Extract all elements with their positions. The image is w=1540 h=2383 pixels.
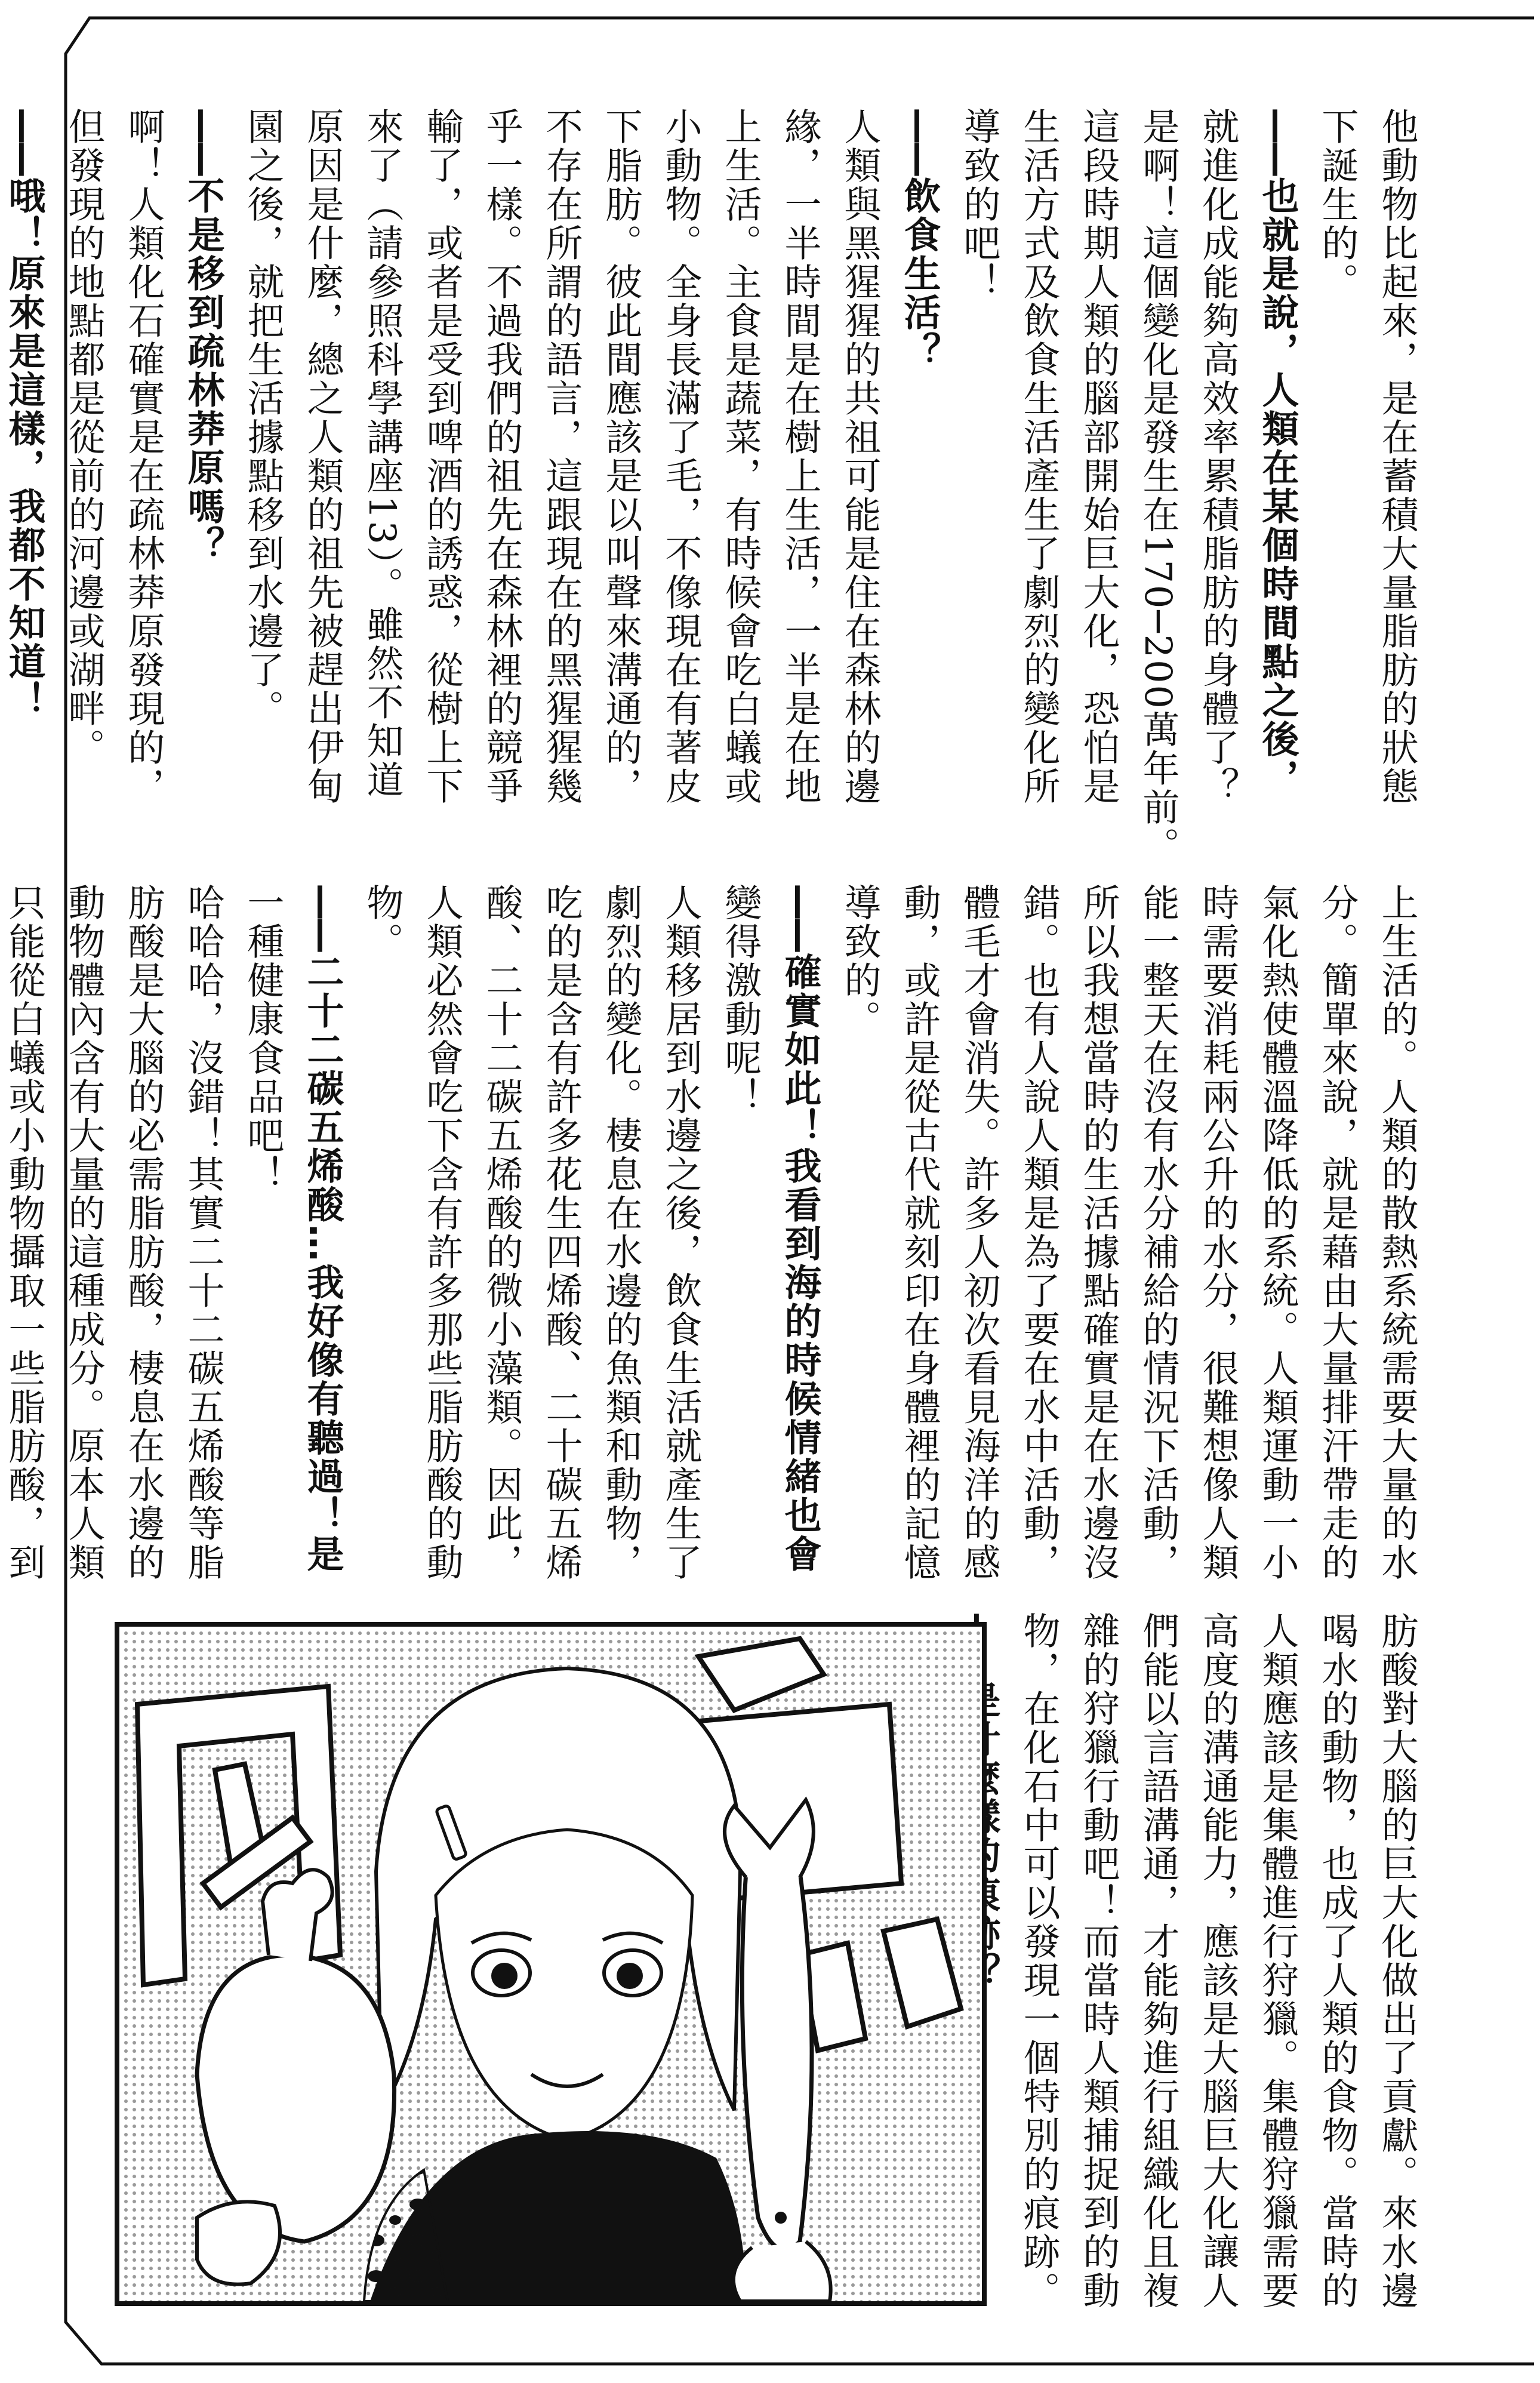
text-column: 物，在化石中可以發現一個特別的痕跡。 [1017,1612,1061,2310]
text-column: 乎一樣。不過我們的祖先在森林裡的競爭 [480,107,523,806]
text-block-bottom [1017,1612,1427,2310]
text-column: 們能以言語溝通，才能夠進行組織化且複 [1136,1612,1180,2310]
text-column: 變得激動呢！ [719,883,762,1116]
text-column: 所以我想當時的生活據點確實是在水邊沒 [1077,883,1120,1582]
text-column: —— 二十二碳五烯酸…我好像有聽過！是 [292,883,352,1618]
text-column: 導致的吧！ [957,107,1001,301]
text-column: 下誕生的。 [1316,107,1359,301]
text-column: —— 飲食生活？ [889,107,949,848]
text-column: 不存在所謂的語言，這跟現在的黑猩猩幾 [540,107,583,806]
text-column: 這段時期人類的腦部開始巨大化，恐怕是 [1077,107,1120,806]
text-column: 導致的。 [838,883,882,1039]
text-column: 肪酸是大腦的必需脂肪酸，棲息在水邊的 [122,883,165,1582]
text-block-middle [2,883,1427,1618]
text-column: 上生活。主食是蔬菜，有時候會吃白蟻或 [719,107,762,806]
text-column: 體毛才會消失。許多人初次看見海洋的感 [957,883,1001,1582]
text-column: 肪酸對大腦的巨大化做出了貢獻。來水邊 [1375,1612,1419,2310]
text-column: 人類應該是集體進行狩獵。集體狩獵需要 [1256,1612,1299,2310]
text-column: 但發現的地點都是從前的河邊或湖畔。 [62,107,106,767]
text-column: 劇烈的變化。棲息在水邊的魚類和動物， [599,883,643,1582]
text-column: 酸、二十二碳五烯酸的微小藻類。因此， [480,883,523,1582]
text-block-top [2,107,1427,866]
text-column: 小動物。全身長滿了毛，不像現在有著皮 [659,107,703,806]
text-column: 園之後，就把生活據點移到水邊了。 [241,107,285,728]
text-column: 原因是什麼，總之人類的祖先被趕出伊甸 [301,107,344,806]
text-column: 氣化熱使體溫降低的系統。人類運動一小 [1256,883,1299,1582]
text-column: 他動物比起來，是在蓄積大量脂肪的狀態 [1375,107,1419,806]
text-column: 生活方式及飲食生活產生了劇烈的變化所 [1017,107,1061,806]
text-column: 哈哈哈，沒錯！其實二十二碳五烯酸等脂 [181,883,225,1582]
text-column: 雜的狩獵行動吧！而當時人類捕捉到的動 [1077,1612,1120,2310]
text-column: 輸了，或者是受到啤酒的誘惑，從樹上下 [420,107,464,806]
text-column: —— 哦！原來是這樣，我都不知道！ [0,107,54,848]
text-column: 時需要消耗兩公升的水分，很難想像人類 [1196,883,1240,1582]
text-column: 錯。也有人說人類是為了要在水中活動， [1017,883,1061,1582]
text-column: 緣，一半時間是在樹上生活，一半是在地 [778,107,822,806]
text-column: 喝水的動物，也成了人類的食物。當時的 [1316,1612,1359,2310]
text-column: 人類必然會吃下含有許多那些脂肪酸的動 [420,883,464,1582]
text-column: 啊！人類化石確實是在疏林莽原發現的， [122,107,165,806]
text-column: —— 也就是說，人類在某個時間點之後， [1248,107,1307,848]
text-column: 一種健康食品吧！ [241,883,285,1194]
text-column: 來了（請參照科學講座13）。雖然不知道 [361,107,404,799]
text-column: 能一整天在沒有水分補給的情況下活動， [1136,883,1180,1582]
text-column: 就進化成能夠高效率累積脂肪的身體了？ [1196,107,1240,806]
text-column: 人類與黑猩猩的共祖可能是住在森林的邊 [838,107,882,806]
text-column: 高度的溝通能力，應該是大腦巨大化讓人 [1196,1612,1240,2310]
text-column: —— 不是移到疏林莽原嗎？ [173,107,233,848]
text-column: 只能從白蟻或小動物攝取一些脂肪酸，到 [2,883,46,1582]
text-column: 上生活的。人類的散熱系統需要大量的水 [1375,883,1419,1582]
text-column: —— 確實如此！我看到海的時候情緒也會 [770,883,830,1618]
text-column: 是啊！這個變化是發生在170─200萬年前。 [1136,107,1180,866]
text-column: 下脂肪。彼此間應該是以叫聲來溝通的， [599,107,643,806]
text-column: 人類移居到水邊之後，飲食生活就產生了 [659,883,703,1582]
text-column: 物。 [361,883,404,961]
illustration-panel [113,1621,988,2307]
text-column: 分。簡單來說，就是藉由大量排汗帶走的 [1316,883,1359,1582]
text-column: 動，或許是從古代就刻印在身體裡的記憶 [898,883,941,1582]
text-column: 動物體內含有大量的這種成分。原本人類 [62,883,106,1582]
text-column: 吃的是含有許多花生四烯酸、二十碳五烯 [540,883,583,1582]
